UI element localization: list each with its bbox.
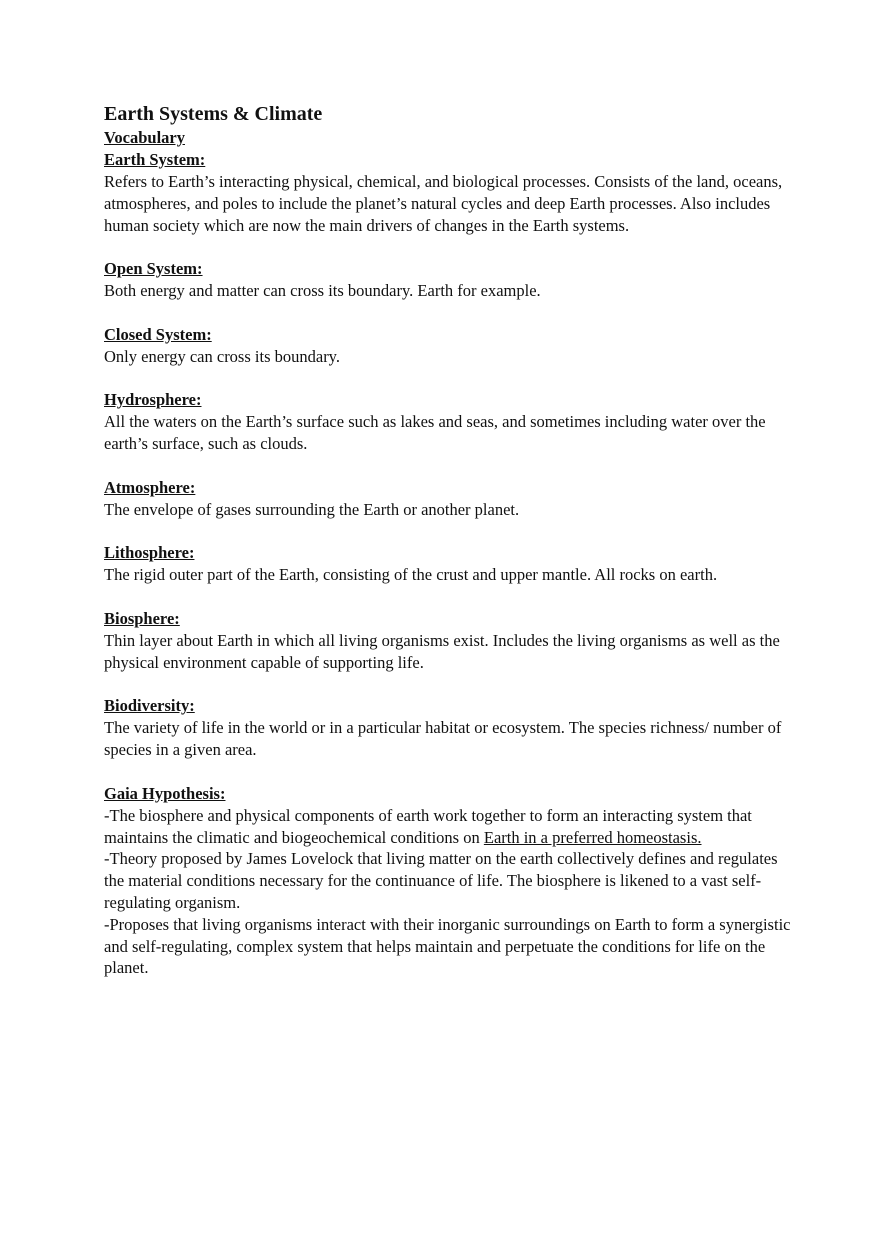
- term-definition: Both energy and matter can cross its boundary. Earth for example.: [104, 281, 541, 301]
- gaia-point-2: -Theory proposed by James Lovelock that living matter on the earth collectively defines and regulates the material conditions necessary for the continuance of life. The biosphere is likened to a vast self-regulating organism.: [104, 849, 778, 912]
- document-title: Earth Systems & Climate: [104, 103, 323, 125]
- vocab-entry-gaia-hypothesis: [104, 783, 794, 979]
- section-label-vocabulary: Vocabulary: [104, 128, 185, 147]
- document-page: [104, 101, 794, 1001]
- gaia-point-1-underlined: Earth in a preferred homeostasis.: [483, 827, 702, 847]
- gaia-point-1-text: -The biosphere and physical components of earth work together to form an interacting system that maintains the climatic and biogeochemical conditions on: [104, 805, 752, 847]
- term-heading: Biosphere:: [104, 608, 180, 628]
- term-heading: Hydrosphere:: [104, 390, 202, 410]
- term-heading: Closed System:: [104, 324, 212, 344]
- vocab-entry-biosphere: [104, 608, 794, 674]
- term-heading: Gaia Hypothesis:: [104, 783, 226, 803]
- vocab-entry-earth-system: [104, 149, 794, 236]
- term-definition: The envelope of gases surrounding the Earth or another planet.: [104, 499, 520, 519]
- term-heading: Lithosphere:: [104, 543, 195, 563]
- term-heading: Open System:: [104, 259, 203, 279]
- term-heading: Biodiversity:: [104, 696, 195, 716]
- vocab-entry-biodiversity: [104, 695, 794, 761]
- term-definition: The rigid outer part of the Earth, consisting of the crust and upper mantle. All rocks on earth.: [104, 565, 718, 585]
- gaia-point-1: [104, 805, 794, 849]
- term-heading: Earth System:: [104, 150, 206, 169]
- vocab-entry-closed-system: [104, 324, 794, 368]
- term-definition: All the waters on the Earth’s surface such as lakes and seas, and sometimes including water over the earth’s surface, such as clouds.: [104, 412, 766, 454]
- gaia-point-3: -Proposes that living organisms interact with their inorganic surroundings on Earth to form a synergistic and self-regulating, complex system that helps maintain and perpetuate the conditions for life on the planet.: [104, 914, 791, 978]
- vocab-entry-hydrosphere: [104, 389, 794, 455]
- term-definition: Only energy can cross its boundary.: [104, 346, 340, 366]
- vocab-entry-lithosphere: [104, 542, 794, 586]
- term-definition: The variety of life in the world or in a particular habitat or ecosystem. The species richness/ number of species in a given area.: [104, 718, 782, 760]
- term-definition: Refers to Earth’s interacting physical, chemical, and biological processes. Consists of the land, oceans, atmospheres, and poles to include the planet’s natural cycles and deep Earth processes. Also includes human society which are now the main drivers of changes in the Earth systems.: [104, 172, 783, 235]
- vocab-entry-atmosphere: [104, 477, 794, 521]
- vocab-entry-open-system: [104, 258, 794, 302]
- term-definition: Thin layer about Earth in which all living organisms exist. Includes the living organisms as well as the physical environment capable of supporting life.: [104, 630, 780, 672]
- term-heading: Atmosphere:: [104, 477, 196, 497]
